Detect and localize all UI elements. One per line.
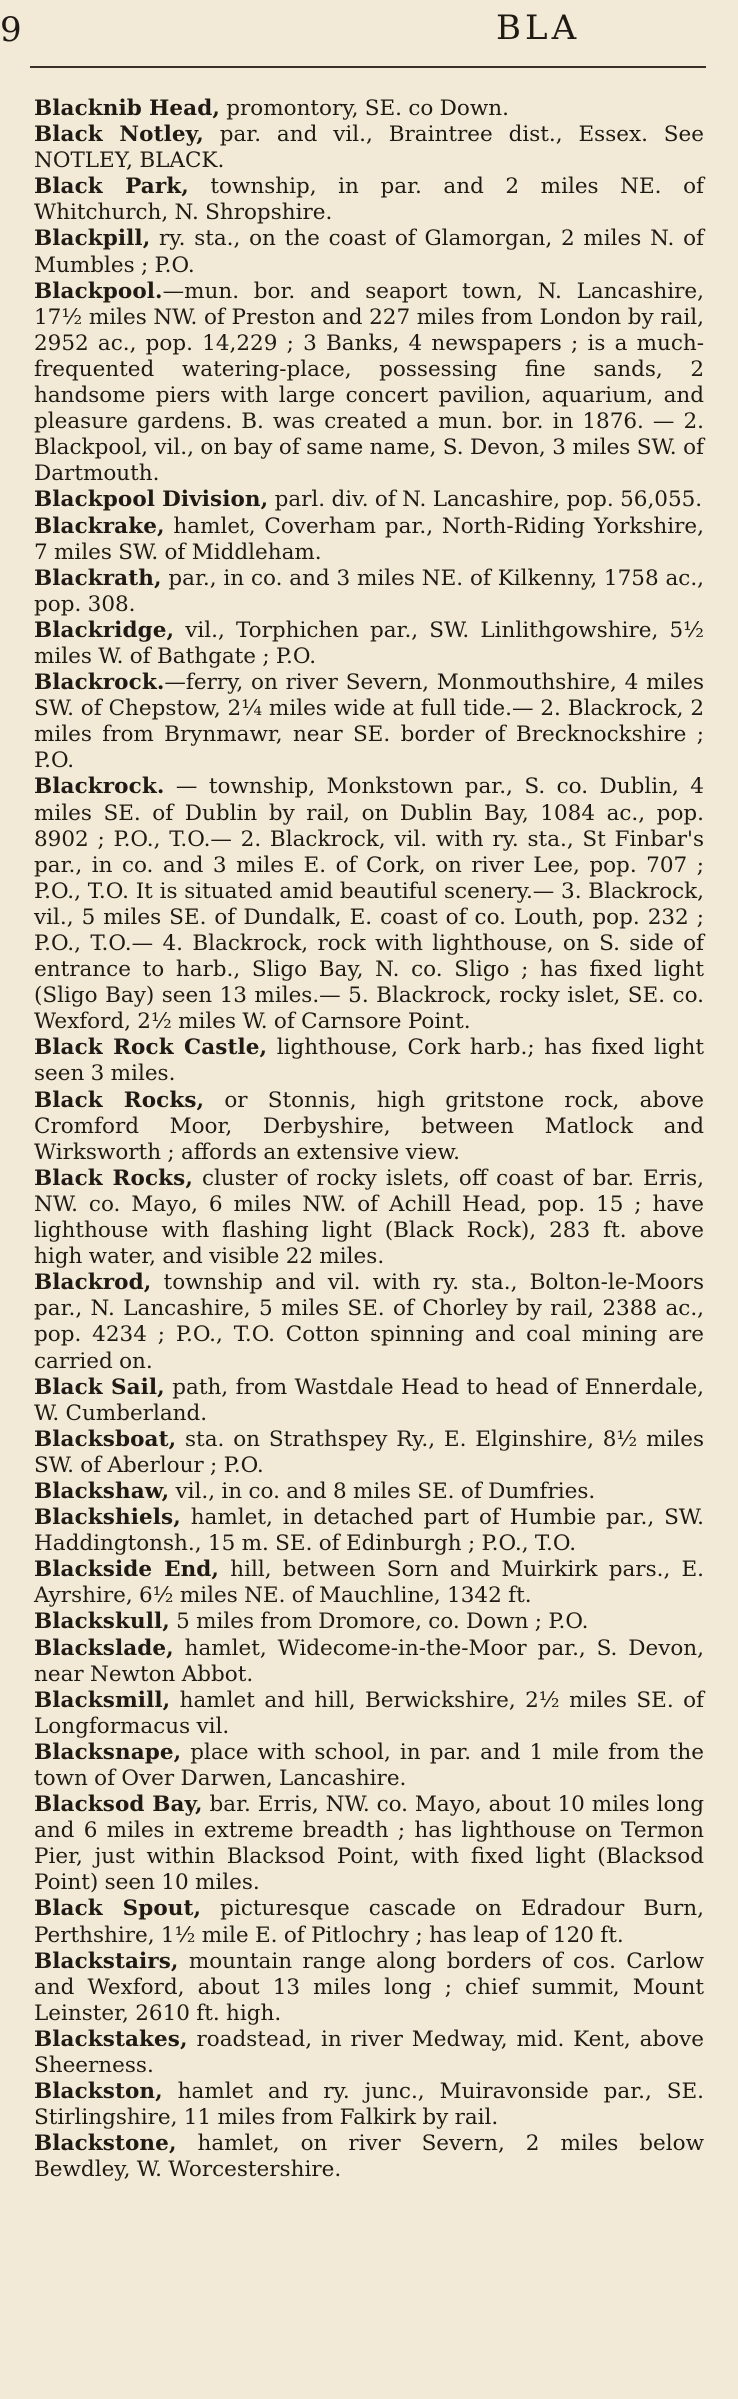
- entry-headword: Blackston,: [34, 2079, 163, 2105]
- entry-text: hamlet and ry. junc., Muiravonside par., SE. Stirlingshire, 11 miles from Falkirk by rail.: [34, 2079, 704, 2131]
- gazetteer-entry: [34, 2027, 704, 2079]
- entry-headword: Blackrock.: [34, 774, 165, 800]
- gazetteer-entry: [34, 1636, 704, 1688]
- entry-text: parl. div. of N. Lancashire, pop. 56,055.: [268, 487, 703, 513]
- entry-text: ry. sta., on the coast of Glamorgan, 2 miles N. of Mumbles ; P.O.: [34, 226, 704, 278]
- entry-headword: Blackrath,: [34, 565, 162, 591]
- gazetteer-entry: [34, 1505, 704, 1557]
- entry-text: lighthouse, Cork harb.; has fixed light seen 3 miles.: [34, 1035, 705, 1087]
- entry-headword: Blacksboat,: [34, 1426, 177, 1452]
- gazetteer-entry: [34, 226, 704, 278]
- entry-text: picturesque cascade on Edradour Burn, Perthshire, 1½ mile E. of Pitlochry ; has leap of 120 ft.: [34, 1896, 704, 1948]
- entry-headword: Black Rocks,: [34, 1087, 205, 1113]
- gazetteer-entry: [34, 1949, 704, 2027]
- entry-text: hamlet, in detached part of Humbie par., SW. Haddingtonsh., 15 m. SE. of Edinburgh ; P.O., T.O.: [34, 1505, 704, 1557]
- entry-headword: Blacksod Bay,: [34, 1792, 203, 1818]
- gazetteer-entry: [34, 1270, 704, 1374]
- gazetteer-entry: [34, 1792, 704, 1896]
- entry-headword: Blacksmill,: [34, 1687, 171, 1713]
- gazetteer-entry: [34, 670, 704, 774]
- gazetteer-entry: [34, 514, 704, 566]
- entry-headword: Blackside End,: [34, 1557, 220, 1583]
- gazetteer-entry: [34, 1479, 704, 1505]
- gazetteer-entry: [34, 566, 704, 618]
- gazetteer-entry: [34, 1688, 704, 1740]
- entry-headword: Black Spout,: [34, 1896, 202, 1922]
- entry-text: hamlet and hill, Berwickshire, 2½ miles SE. of Longformacus vil.: [34, 1687, 704, 1739]
- entry-headword: Blackshaw,: [34, 1478, 170, 1504]
- entry-text: hamlet, Coverham par., North-Riding Yorkshire, 7 miles SW. of Middleham.: [34, 513, 704, 565]
- gazetteer-entry: [34, 2131, 704, 2183]
- page-header: [0, 0, 738, 70]
- entry-text: —mun. bor. and seaport town, N. Lancashire, 17½ miles NW. of Preston and 227 miles from London by rail, 2952 ac., pop. 14,229 ; 3 Banks, 4 newspapers ; is a much-frequented watering-place, possessing fine sands, 2 handsome piers with large concert pavilion, aquarium, and pleasure gardens. B. was created a mun. bor. in 1876. — 2. Blackpool, vil., on bay of same name, S. Devon, 3 miles SW. of Dartmouth.: [34, 278, 704, 487]
- entry-headword: Blackshiels,: [34, 1505, 181, 1531]
- entry-headword: Blackskull,: [34, 1609, 170, 1635]
- gazetteer-entry: [34, 1557, 704, 1609]
- entry-text: vil., Torphichen par., SW. Linlithgowshire, 5½ miles W. of Bathgate ; P.O.: [34, 617, 704, 669]
- entry-headword: Blackstakes,: [34, 2026, 188, 2052]
- entry-text: township and vil. with ry. sta., Bolton-le-Moors par., N. Lancashire, 5 miles SE. of Chorley by rail, 2388 ac., pop. 4234 ; P.O., T.O. Cotton spinning and coal mining are carried on.: [34, 1270, 704, 1374]
- entry-headword: Blackslade,: [34, 1635, 174, 1661]
- entry-headword: Black Park,: [34, 174, 189, 200]
- entry-headword: Blackstairs,: [34, 1948, 179, 1974]
- entry-text: —ferry, on river Severn, Monmouthshire, 4 miles SW. of Chepstow, 2¼ miles wide at full tide.— 2. Blackrock, 2 miles from Brynmawr, near SE. border of Brecknockshire ; P.O.: [34, 670, 704, 774]
- entry-headword: Blackstone,: [34, 2131, 177, 2157]
- entry-headword: Black Rocks,: [34, 1165, 193, 1191]
- header-rule: [30, 66, 706, 68]
- entry-text: sta. on Strathspey Ry., E. Elginshire, 8½ miles SW. of Aberlour ; P.O.: [34, 1426, 704, 1478]
- entry-headword: Blacksnape,: [34, 1739, 182, 1765]
- entry-text: par. and vil., Braintree dist., Essex. See NOTLEY, BLACK.: [34, 122, 704, 174]
- gazetteer-entry: [34, 2079, 704, 2131]
- entry-headword: Black Rock Castle,: [34, 1035, 268, 1061]
- entry-text: mountain range along borders of cos. Carlow and Wexford, about 13 miles long ; chief summit, Mount Leinster, 2610 ft. high.: [34, 1948, 704, 2026]
- gazetteer-entry: [34, 122, 704, 174]
- entry-headword: Blackpill,: [34, 226, 151, 252]
- entry-text: hill, between Sorn and Muirkirk pars., E. Ayrshire, 6½ miles NE. of Mauchline, 1342 ft.: [34, 1557, 705, 1609]
- gazetteer-entry: [34, 174, 704, 226]
- entry-text: — township, Monkstown par., S. co. Dublin, 4 miles SE. of Dublin by rail, on Dublin Bay, 1084 ac., pop. 8902 ; P.O., T.O.— 2. Blackrock, vil. with ry. sta., St Finbar's par., in co. and 3 miles E. of Cork, on river Lee, pop. 707 ; P.O., T.O. It is situated amid beautiful scenery.— 3. Blackrock, vil., 5 miles SE. of Dundalk, E. coast of co. Louth, pop. 232 ; P.O., T.O.— 4. Blackrock, rock with lighthouse, on S. side of entrance to harb., Sligo Bay, N. co. Sligo ; has fixed light (Sligo Bay) seen 13 miles.— 5. Blackrock, rocky islet, SE. co. Wexford, 2½ miles W. of Carnsore Point.: [34, 774, 704, 1035]
- gazetteer-entry: [34, 1088, 704, 1166]
- gazetteer-entry: [34, 279, 704, 488]
- entry-text: roadstead, in river Medway, mid. Kent, above Sheerness.: [34, 2026, 704, 2079]
- entry-headword: Blackpool.: [34, 278, 163, 304]
- gazetteer-entry: [34, 1375, 704, 1427]
- entry-headword: Blackridge,: [34, 617, 175, 643]
- entry-text: bar. Erris, NW. co. Mayo, about 10 miles long and 6 miles in extreme breadth ; has lighthouse on Termon Pier, just within Blacksod Point, with fixed light (Blacksod Point) seen 10 miles.: [34, 1792, 705, 1896]
- gazetteer-entry: [34, 774, 704, 1035]
- gazetteer-entry: [34, 1035, 704, 1087]
- entry-text: township, in par. and 2 miles NE. of Whitchurch, N. Shropshire.: [34, 174, 704, 226]
- entry-text: place with school, in par. and 1 mile from the town of Over Darwen, Lancashire.: [34, 1739, 704, 1791]
- gazetteer-entry: [34, 96, 704, 122]
- entry-text: hamlet, on river Severn, 2 miles below Bewdley, W. Worcestershire.: [34, 2131, 704, 2183]
- gazetteer-entry: [34, 618, 704, 670]
- entry-headword: Blacknib Head,: [34, 96, 220, 121]
- entry-text: promontory, SE. co Down.: [219, 96, 509, 121]
- gazetteer-entry: [34, 1166, 704, 1270]
- running-head: BLA: [496, 8, 581, 48]
- entry-text: 5 miles from Dromore, co. Down ; P.O.: [169, 1609, 589, 1635]
- entry-headword: Blackpool Division,: [34, 487, 269, 513]
- entry-text: or Stonnis, high gritstone rock, above Cromford Moor, Derbyshire, between Matlock and Wirksworth ; affords an extensive view.: [34, 1087, 705, 1165]
- gazetteer-entry: [34, 1740, 704, 1792]
- gazetteer-entry: [34, 487, 704, 513]
- gazetteer-entry: [34, 1427, 704, 1479]
- entry-headword: Black Notley,: [34, 122, 204, 148]
- entries-column: [34, 96, 704, 2184]
- entry-text: path, from Wastdale Head to head of Ennerdale, W. Cumberland.: [34, 1374, 705, 1426]
- entry-text: hamlet, Widecome-in-the-Moor par., S. Devon, near Newton Abbot.: [34, 1635, 704, 1687]
- entry-text: vil., in co. and 8 miles SE. of Dumfries.: [169, 1478, 596, 1504]
- entry-headword: Blackrod,: [34, 1270, 152, 1296]
- gazetteer-entry: [34, 1896, 704, 1948]
- entry-text: par., in co. and 3 miles NE. of Kilkenny, 1758 ac., pop. 308.: [34, 565, 704, 617]
- entry-text: cluster of rocky islets, off coast of bar. Erris, NW. co. Mayo, 6 miles NW. of Achill Head, pop. 15 ; have lighthouse with flashing light (Black Rock), 283 ft. above high water, and visible 22 miles.: [34, 1165, 704, 1270]
- entry-headword: Blackrake,: [34, 513, 165, 539]
- gazetteer-entry: [34, 1609, 704, 1635]
- entry-headword: Black Sail,: [34, 1374, 165, 1400]
- entry-headword: Blackrock.: [34, 670, 165, 696]
- page-number: 9: [0, 10, 23, 50]
